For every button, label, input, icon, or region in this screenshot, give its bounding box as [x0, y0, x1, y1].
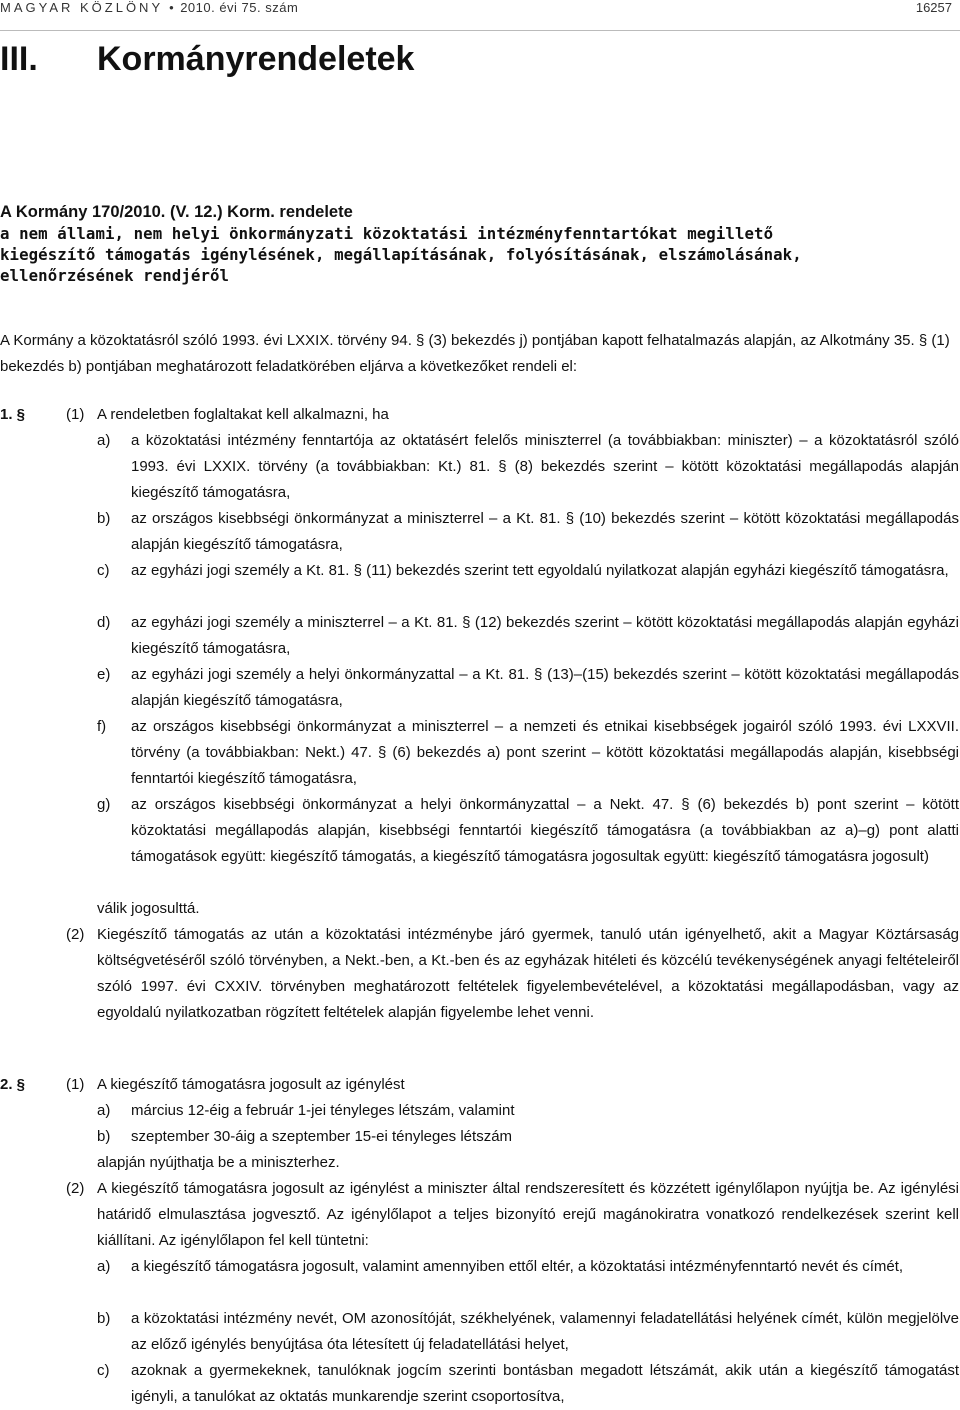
list-item — [97, 1254, 959, 1280]
preamble: A Kormány a közoktatásról szóló 1993. évi LXXIX. törvény 94. § (3) bekezdés j) pontjában kapott felhatalmazás alapján, az Alkotmány 35. § (1) bekezdés b) pontjában meghatározott feladatkörében eljárva a következőket rendeli el: — [0, 332, 950, 375]
item-letter: c) — [97, 1362, 110, 1379]
list-item — [97, 662, 959, 714]
section-heading-title: Kormányrendeletek — [97, 40, 415, 78]
item-letter: g) — [97, 796, 111, 813]
list-item — [97, 1098, 959, 1124]
item-text: a közoktatási intézmény nevét, OM azonosítóját, székhelyének, valamennyi feladatellátási helyének címét, külön megjelölve az előző igénylés benyújtása óta létesített új feladatellátási helyet, — [131, 1310, 959, 1353]
page-number: 16257 — [915, 0, 952, 15]
decree-title: A Kormány 170/2010. (V. 12.) Korm. rendelete — [0, 203, 353, 221]
item-letter: c) — [97, 562, 110, 579]
item-text: az egyházi jogi személy a miniszterrel – a Kt. 81. § (12) bekezdés szerint – kötött közoktatási megállapodás alapján egyházi kiegészítő támogatásra, — [131, 614, 959, 657]
paragraph-text: A rendeletben foglaltakat kell alkalmazni, ha — [97, 406, 389, 423]
paragraph-number: (2) — [66, 926, 85, 943]
list-item — [97, 1358, 959, 1410]
item-text: az országos kisebbségi önkormányzat a helyi önkormányzattal – a Nekt. 47. § (6) bekezdés b) pont szerint – kötött közoktatási megállapodás alapján, kisebbségi fenntartói kiegészítő támogatásra (a továbbiakban az a)–g) pont alatti támogatások együtt: kiegészítő támogatás, a kiegészítő támogatásra jogosultak együtt: kiegészítő támogatásra jogosult) — [131, 796, 959, 865]
page-header — [0, 0, 960, 31]
paragraph-number: (2) — [66, 1180, 85, 1197]
section-number: 2. § — [0, 1076, 26, 1093]
item-text: azoknak a gyermekeknek, tanulóknak jogcím szerinti bontásban megadott létszámát, akik után a kiegészítő támogatást igényli, a tanulókat az oktatás munkarendje szerint csoportosítva, — [131, 1362, 959, 1405]
item-letter: b) — [97, 510, 111, 527]
item-letter: d) — [97, 614, 111, 631]
paragraph-text: Kiegészítő támogatás az után a közoktatási intézménybe járó gyermek, tanuló után igényelhető, akit a Magyar Köztársaság költségvetéséről szóló törvényben, a Nekt.-ben, a Kt.-ben és az egyházak hitéleti és közcélú tevékenységének anyagi feltételeiről szóló 1997. évi CXXIV. törvényben meghatározott feltételek figyelembevételével, a közoktatási megállapodásban, vagy az egyoldalú nyilatkozatban rögzített feltételek alapján figyelembe lehet venni. — [97, 926, 959, 1021]
section-1 — [0, 402, 958, 1042]
item-text: az országos kisebbségi önkormányzat a miniszterrel – a nemzeti és etnikai kisebbségek jogairól szóló 1993. évi LXXVII. törvény (a továbbiakban: Nekt.) 47. § (6) bekezdés a) pont szerint – kötött közoktatási megállapodás alapján, kisebbségi fenntartói kiegészítő támogatásra, — [131, 718, 959, 787]
item-letter: e) — [97, 666, 111, 683]
section-heading-number: III. — [0, 40, 38, 78]
item-text: az országos kisebbségi önkormányzat a miniszterrel – a Kt. 81. § (10) bekezdés szerint – kötött közoktatási megállapodás alapján kiegészítő támogatásra, — [131, 510, 959, 553]
item-text: szeptember 30-áig a szeptember 15-ei tényleges létszám — [131, 1128, 513, 1145]
decree-subtitle-line: ellenőrzésének rendjéről — [0, 266, 230, 285]
list-item — [97, 792, 959, 870]
item-text: március 12-éig a február 1-jei tényleges létszám, valamint — [131, 1102, 515, 1119]
list-item — [97, 714, 959, 792]
item-text: a kiegészítő támogatásra jogosult, valamint amennyiben ettől eltér, a közoktatási intézményfenntartó nevét és címét, — [131, 1258, 904, 1275]
decree-subtitle-line: a nem állami, nem helyi önkormányzati közoktatási intézményfenntartókat megillető — [0, 224, 774, 243]
list-item — [97, 428, 959, 506]
paragraph-closing: alapján nyújthatja be a miniszterhez. — [97, 1154, 340, 1171]
item-letter: b) — [97, 1128, 111, 1145]
item-text: az egyházi jogi személy a helyi önkormányzattal – a Kt. 81. § (13)–(15) bekezdés szerint – kötött közoktatási megállapodás alapján kiegészítő támogatásra, — [131, 666, 959, 709]
list-item — [97, 506, 959, 558]
list-item — [97, 610, 959, 662]
item-letter: a) — [97, 1258, 111, 1275]
paragraph-text: A kiegészítő támogatásra jogosult az igénylést — [97, 1076, 405, 1093]
gazette-name: MAGYAR KÖZLÖNY — [0, 0, 164, 15]
section-number: 1. § — [0, 406, 26, 423]
paragraph-number: (1) — [66, 1076, 85, 1093]
decree-subtitle-line: kiegészítő támogatás igénylésének, megállapításának, folyósításának, elszámolásának, — [0, 245, 802, 264]
list-item — [97, 1124, 959, 1150]
section-heading — [0, 40, 414, 79]
section-2 — [0, 1072, 958, 1409]
list-item — [97, 558, 959, 584]
paragraph-number: (1) — [66, 406, 85, 423]
item-text: az egyházi jogi személy a Kt. 81. § (11) bekezdés szerint tett egyoldalú nyilatkozat alapján egyházi kiegészítő támogatásra, — [131, 562, 949, 579]
item-letter: a) — [97, 432, 111, 449]
decree-title-block — [0, 202, 958, 286]
bullet-separator: • — [169, 0, 175, 15]
item-letter: b) — [97, 1310, 111, 1327]
list-item — [97, 1306, 959, 1358]
item-letter: a) — [97, 1102, 111, 1119]
gazette-info — [0, 0, 298, 15]
item-letter: f) — [97, 718, 107, 735]
paragraph-text: A kiegészítő támogatásra jogosult az igénylést a miniszter által rendszeresített és közzétett igénylőlapon nyújtja be. Az igénylési határidő elmulasztása jogvesztő. Az igénylőlapot a teljes bizonyító erejű magánokiratra vonatkozó rendelkezések szerint kell kiállítani. Az igénylőlapon fel kell tüntetni: — [97, 1180, 959, 1249]
issue-label: 2010. évi 75. szám — [180, 0, 299, 15]
paragraph-closing: válik jogosulttá. — [97, 900, 200, 917]
item-text: a közoktatási intézmény fenntartója az oktatásért felelős miniszterrel (a továbbiakban: miniszter) – a közoktatásról szóló 1993. évi LXXIX. törvény (a továbbiakban: Kt.) 81. § (8) bekezdés szerint – kötött közoktatási megállapodás alapján kiegészítő támogatásra, — [131, 432, 959, 501]
